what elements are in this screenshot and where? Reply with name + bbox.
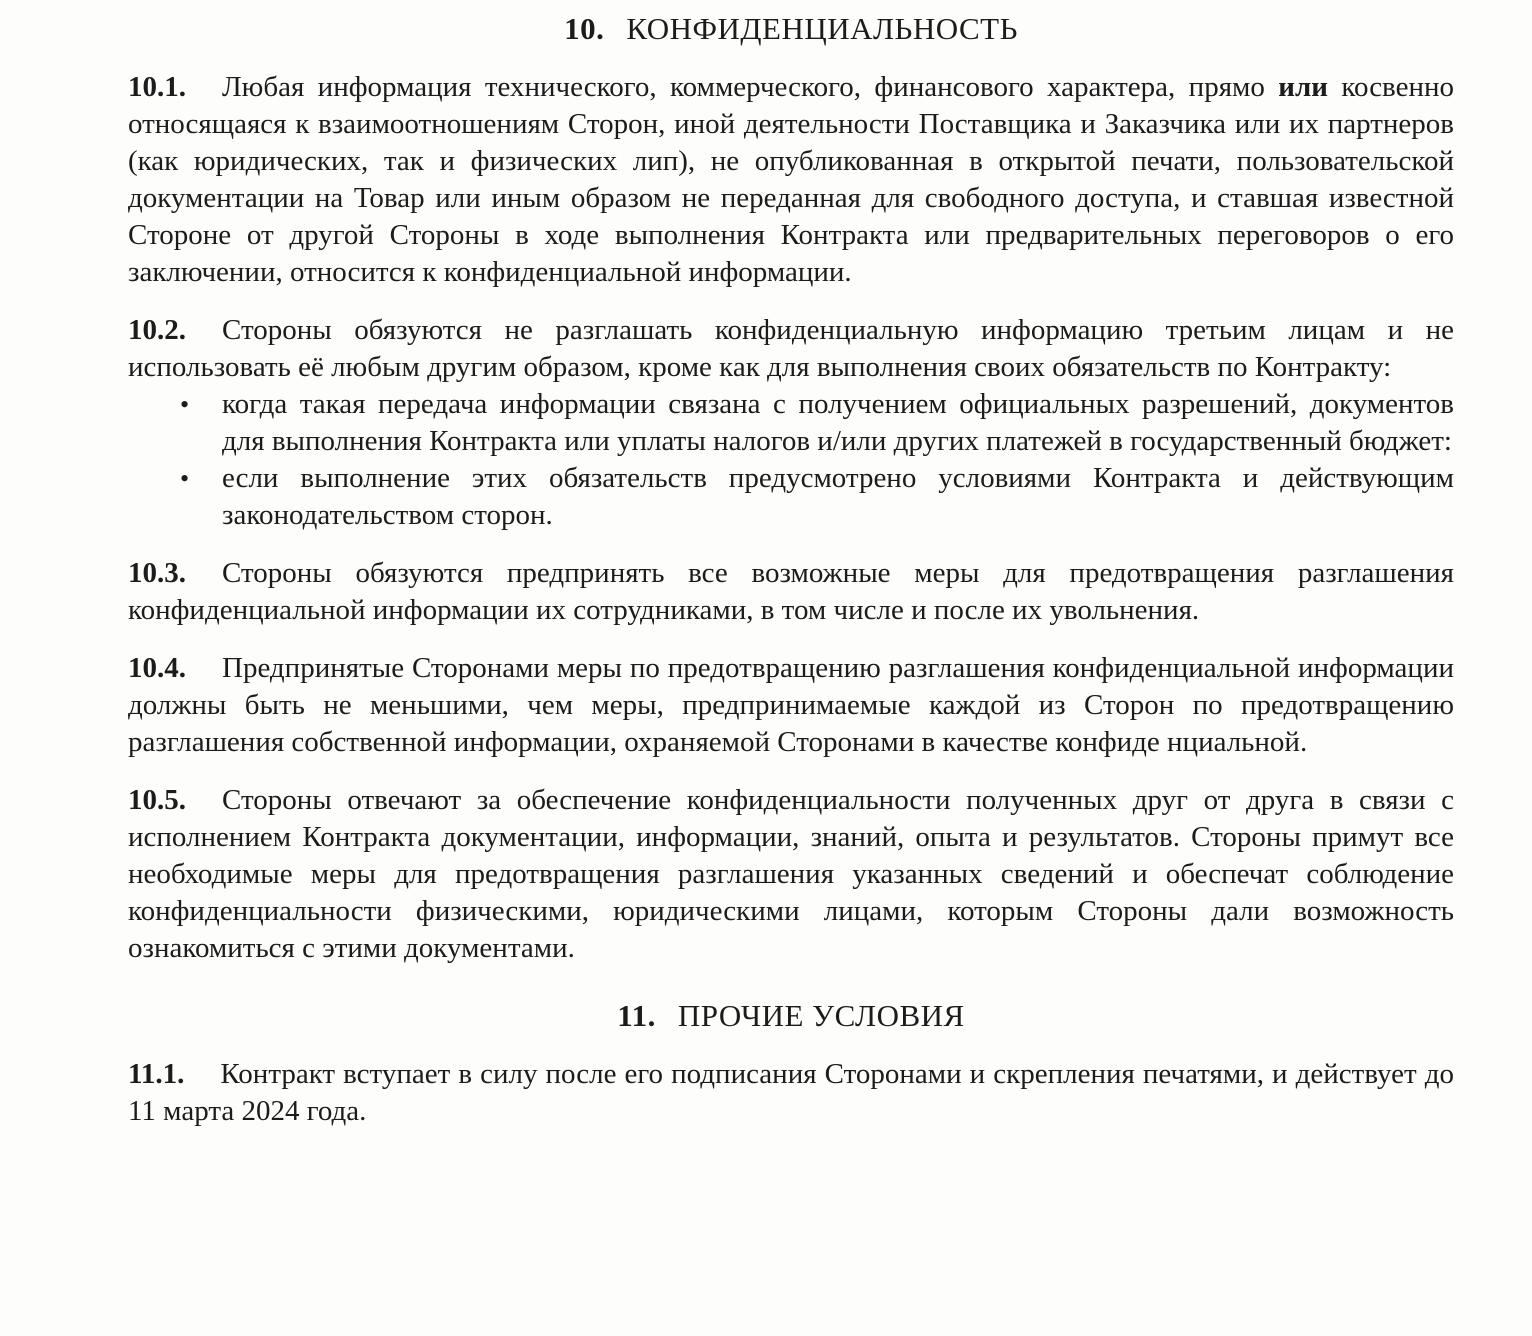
bullet-item-text: когда такая передача информации связана с получением официальных разрешений, документов для выполнения Контракта или уплаты налогов и/или других платежей в государственный бюджет: — [222, 388, 1454, 457]
section-10-title-text: КОНФИДЕНЦИАЛЬНОСТЬ — [626, 11, 1018, 46]
paragraph-10-5-number: 10.5. — [128, 784, 186, 816]
paragraph-10-3-text: Стороны обязуются предпринять все возможные меры для предотвращения разглашения конфиденциальной информации их сотрудниками, в том числе и после их увольнения. — [128, 557, 1454, 626]
paragraph-10-1-text-end: косвенно относящаяся к взаимоотношениям Сторон, иной деятельности Поставщика и Заказчика или их партнеров (как юридических, так и физических лип), не опубликованная в открытой печати, пользовательской документации на Товар или иным образом не переданная для свободного доступа, и ставшая известной Стороне от другой Стороны в ходе выполнения Контракта или предварительных переговоров о его заключении, относится к конфиденциальной информации. — [128, 71, 1454, 288]
paragraph-10-3 — [128, 555, 1454, 629]
paragraph-10-2 — [128, 312, 1454, 386]
paragraph-10-2-number: 10.2. — [128, 314, 186, 346]
paragraph-10-4-text: Предпринятые Сторонами меры по предотвращению разглашения конфиденциальной информации должны быть не меньшими, чем меры, предпринимаемые каждой из Сторон по предотвращению разглашения собственной информации, охраняемой Сторонами в качестве конфиде нциальной. — [128, 652, 1454, 758]
paragraph-10-1-bold-word: или — [1278, 71, 1328, 103]
paragraph-10-5-text: Стороны отвечают за обеспечение конфиденциальности полученных друг от друга в связи с исполнением Контракта документации, информации, знаний, опыта и результатов. Стороны примут все необходимые меры для предотвращения разглашения указанных сведений и обеспечат соблюдение конфиденциальности физическими, юридическими лицами, которым Стороны дали возможность ознакомиться с этими документами. — [128, 784, 1454, 964]
bullet-item — [180, 460, 1454, 534]
paragraph-10-1-number: 10.1. — [128, 71, 186, 103]
section-11-heading — [128, 997, 1454, 1034]
paragraph-10-5 — [128, 782, 1454, 967]
section-11-number: 11. — [617, 998, 656, 1033]
bullet-item-text: если выполнение этих обязательств предусмотрено условиями Контракта и действующим законодательством сторон. — [222, 462, 1454, 531]
paragraph-11-1 — [128, 1056, 1454, 1130]
section-11-title-text: ПРОЧИЕ УСЛОВИЯ — [677, 998, 965, 1033]
paragraph-10-4 — [128, 650, 1454, 761]
paragraph-10-2-text: Стороны обязуются не разглашать конфиденциальную информацию третьим лицам и не использовать её любым другим образом, кроме как для выполнения своих обязательств по Контракту: — [128, 314, 1454, 383]
paragraph-11-1-text: Контракт вступает в силу после его подписания Сторонами и скрепления печатями, и действует до 11 марта 2024 года. — [128, 1058, 1454, 1127]
paragraph-10-3-number: 10.3. — [128, 557, 186, 589]
paragraph-10-1-text-start: Любая информация технического, коммерческого, финансового характера, прямо — [222, 71, 1279, 103]
section-10-heading — [128, 10, 1454, 47]
bullet-dot-icon: • — [180, 390, 190, 419]
paragraph-10-4-number: 10.4. — [128, 652, 186, 684]
bullet-item — [180, 386, 1454, 460]
bullet-list — [128, 386, 1454, 534]
section-10-number: 10. — [564, 11, 605, 46]
paragraph-10-1 — [128, 69, 1454, 291]
paragraph-11-1-number: 11.1. — [128, 1058, 185, 1090]
bullet-dot-icon: • — [180, 464, 190, 493]
